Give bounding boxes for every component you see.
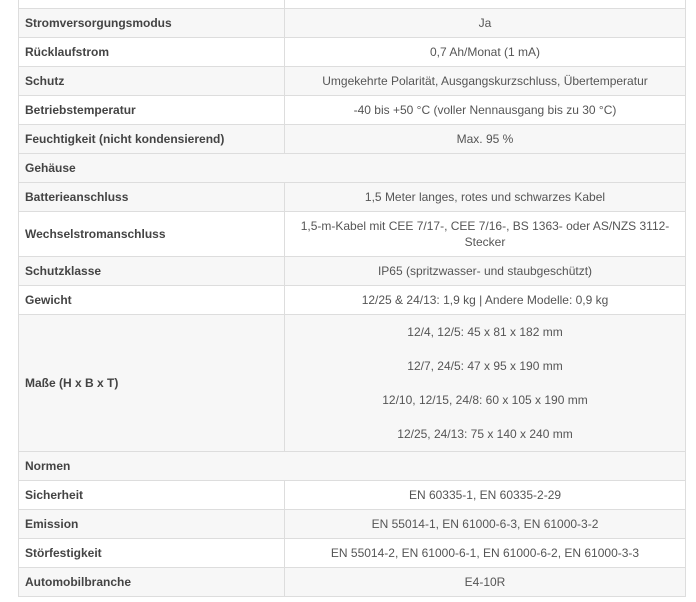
row-label: Störfestigkeit <box>19 539 285 568</box>
table-row <box>19 212 686 257</box>
dimension-line: 12/10, 12/15, 24/8: 60 x 105 x 190 mm <box>382 393 588 407</box>
row-value: -40 bis +50 °C (voller Nennausgang bis zu 30 °C) <box>285 96 686 125</box>
row-label: Betriebstemperatur <box>19 96 285 125</box>
row-value: EN 55014-2, EN 61000-6-1, EN 61000-6-2, EN 61000-3-3 <box>285 539 686 568</box>
row-label: Feuchtigkeit (nicht kondensierend) <box>19 125 285 154</box>
table-row <box>19 481 686 510</box>
table-row <box>19 0 686 9</box>
table-row <box>19 38 686 67</box>
row-label: Rücklaufstrom <box>19 38 285 67</box>
row-label: Stromversorgungsmodus <box>19 9 285 38</box>
table-row <box>19 568 686 597</box>
row-value: Max. 95 % <box>285 125 686 154</box>
row-value: Umgekehrte Polarität, Ausgangskurzschluss, Übertemperatur <box>285 67 686 96</box>
table-row <box>19 510 686 539</box>
row-label: Gewicht <box>19 286 285 315</box>
table-row <box>19 67 686 96</box>
row-label: Automobilbranche <box>19 568 285 597</box>
row-label: Batterieanschluss <box>19 183 285 212</box>
dimension-line: 12/4, 12/5: 45 x 81 x 182 mm <box>407 325 563 339</box>
dimension-line: 12/25, 24/13: 75 x 140 x 240 mm <box>397 427 573 441</box>
row-label: Maße (H x B x T) <box>19 315 285 452</box>
row-value: EN 55014-1, EN 61000-6-3, EN 61000-3-2 <box>285 510 686 539</box>
row-label: Schutzklasse <box>19 257 285 286</box>
table-row <box>19 96 686 125</box>
row-value: 0,7 Ah/Monat (1 mA) <box>285 38 686 67</box>
spec-table <box>18 0 686 597</box>
section-title: Normen <box>19 452 686 481</box>
section-title: Gehäuse <box>19 154 686 183</box>
table-row <box>19 183 686 212</box>
row-value: Ja <box>285 9 686 38</box>
table-row-dimensions <box>19 315 686 452</box>
row-value: 1,5-m-Kabel mit CEE 7/17-, CEE 7/16-, BS 1363- oder AS/NZS 3112-Stecker <box>285 212 686 257</box>
spec-table-container <box>18 0 685 597</box>
row-value: E4-10R <box>285 568 686 597</box>
dimension-line: 12/7, 24/5: 47 x 95 x 190 mm <box>407 359 563 373</box>
section-header-housing <box>19 154 686 183</box>
row-value: IP65 (spritzwasser- und staubgeschützt) <box>285 257 686 286</box>
row-label: Wechselstromanschluss <box>19 212 285 257</box>
row-label: Emission <box>19 510 285 539</box>
row-value: 1,5 Meter langes, rotes und schwarzes Kabel <box>285 183 686 212</box>
row-value-dimensions <box>285 315 686 452</box>
table-row <box>19 539 686 568</box>
row-value: 12/25 & 24/13: 1,9 kg | Andere Modelle: 0,9 kg <box>285 286 686 315</box>
table-row <box>19 9 686 38</box>
row-label: Schutz <box>19 67 285 96</box>
section-header-standards <box>19 452 686 481</box>
row-label: Sicherheit <box>19 481 285 510</box>
row-value: EN 60335-1, EN 60335-2-29 <box>285 481 686 510</box>
table-row <box>19 286 686 315</box>
table-row <box>19 125 686 154</box>
table-row <box>19 257 686 286</box>
